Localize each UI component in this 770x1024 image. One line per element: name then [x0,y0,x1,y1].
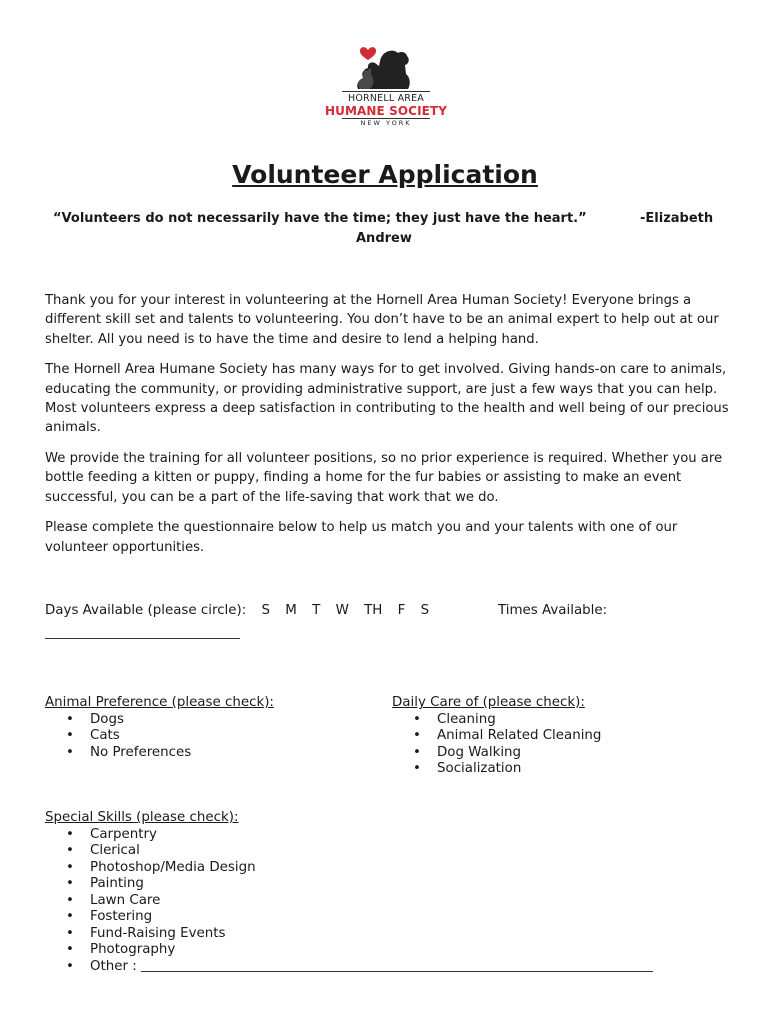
special-skill-option[interactable]: • Fund-Raising Events [45,926,653,943]
dog-and-cat-logo-icon [346,44,426,94]
quote-author-first: -Elizabeth [640,211,714,226]
day-option-wednesday[interactable]: W [335,603,349,618]
day-option-friday[interactable]: F [397,603,406,618]
day-option-saturday[interactable]: S [420,603,430,618]
animal-preference-heading: Animal Preference (please check): [45,695,274,710]
quote-author-last: Andrew [356,231,412,246]
daily-care-option[interactable]: • Animal Related Cleaning [392,728,601,745]
intro-paragraph: Please complete the questionnaire below to help us match you and your talents with one of our volunteer opportunities. [45,520,678,555]
daily-care-heading: Daily Care of (please check): [392,695,585,710]
animal-preference-option[interactable]: • No Preferences [45,745,274,762]
day-option-sunday[interactable]: S [261,603,271,618]
heart-icon [360,47,376,60]
day-option-tuesday[interactable]: T [312,603,321,618]
animal-preference-section [45,695,274,761]
intro-text [45,291,730,569]
intro-paragraph: We provide the training for all volunteer positions, so no prior experience is required. Whether you are bottle feeding a kitten or puppy, finding a home for the fur babies or assisting to make an event successful, you can be a part of the life-saving that work that we do. [45,451,723,505]
animal-preference-option[interactable]: • Dogs [45,712,274,729]
daily-care-section [392,695,601,778]
intro-paragraph: The Hornell Area Humane Society has many ways for to get involved. Giving hands-on care to animals, educating the community, or providing administrative support, are just a few ways that you can help. Most volunteers express a deep satisfaction in contributing to the health and well being of our precious animals. [45,362,729,436]
daily-care-option[interactable]: • Cleaning [392,712,601,729]
special-skill-option[interactable]: • Painting [45,876,653,893]
special-skills-section [45,810,653,975]
quote-text: “Volunteers do not necessarily have the time; they just have the heart.” [53,211,587,226]
special-skill-option[interactable]: • Photography [45,942,653,959]
daily-care-option[interactable]: • Socialization [392,761,601,778]
daily-care-option[interactable]: • Dog Walking [392,745,601,762]
special-skill-option[interactable]: • Lawn Care [45,893,653,910]
special-skill-other-label: Other : [90,958,137,974]
intro-paragraph: Thank you for your interest in volunteering at the Hornell Area Human Society! Everyone brings a different skill set and talents to volunteering. You don’t have to be an animal expert to help out at our shelter. All you need is to have the time and desire to lend a helping hand. [45,293,719,347]
logo-rule-bottom [342,118,430,119]
special-skill-other[interactable] [45,959,653,976]
logo-text-hornell-area: HORNELL AREA [348,93,424,104]
day-option-thursday[interactable]: TH [364,603,383,618]
special-skills-heading: Special Skills (please check): [45,810,239,825]
times-available-label: Times Available: [498,603,608,618]
page-title: Volunteer Application [232,160,538,189]
special-skill-option[interactable]: • Clerical [45,843,653,860]
special-skill-option[interactable]: • Carpentry [45,827,653,844]
logo-rule-top [342,91,430,92]
logo-text-humane-society: HUMANE SOCIETY [324,104,448,118]
days-available [45,603,429,618]
days-available-label: Days Available (please circle): [45,603,247,618]
times-available-field[interactable] [45,638,240,639]
animal-preference-option[interactable]: • Cats [45,728,274,745]
logo-text-new-york: NEW YORK [360,119,412,127]
humane-society-logo [318,44,454,136]
special-skill-other-field[interactable] [141,971,653,972]
day-option-monday[interactable]: M [285,603,297,618]
special-skill-option[interactable]: • Photoshop/Media Design [45,860,653,877]
special-skill-option[interactable]: • Fostering [45,909,653,926]
